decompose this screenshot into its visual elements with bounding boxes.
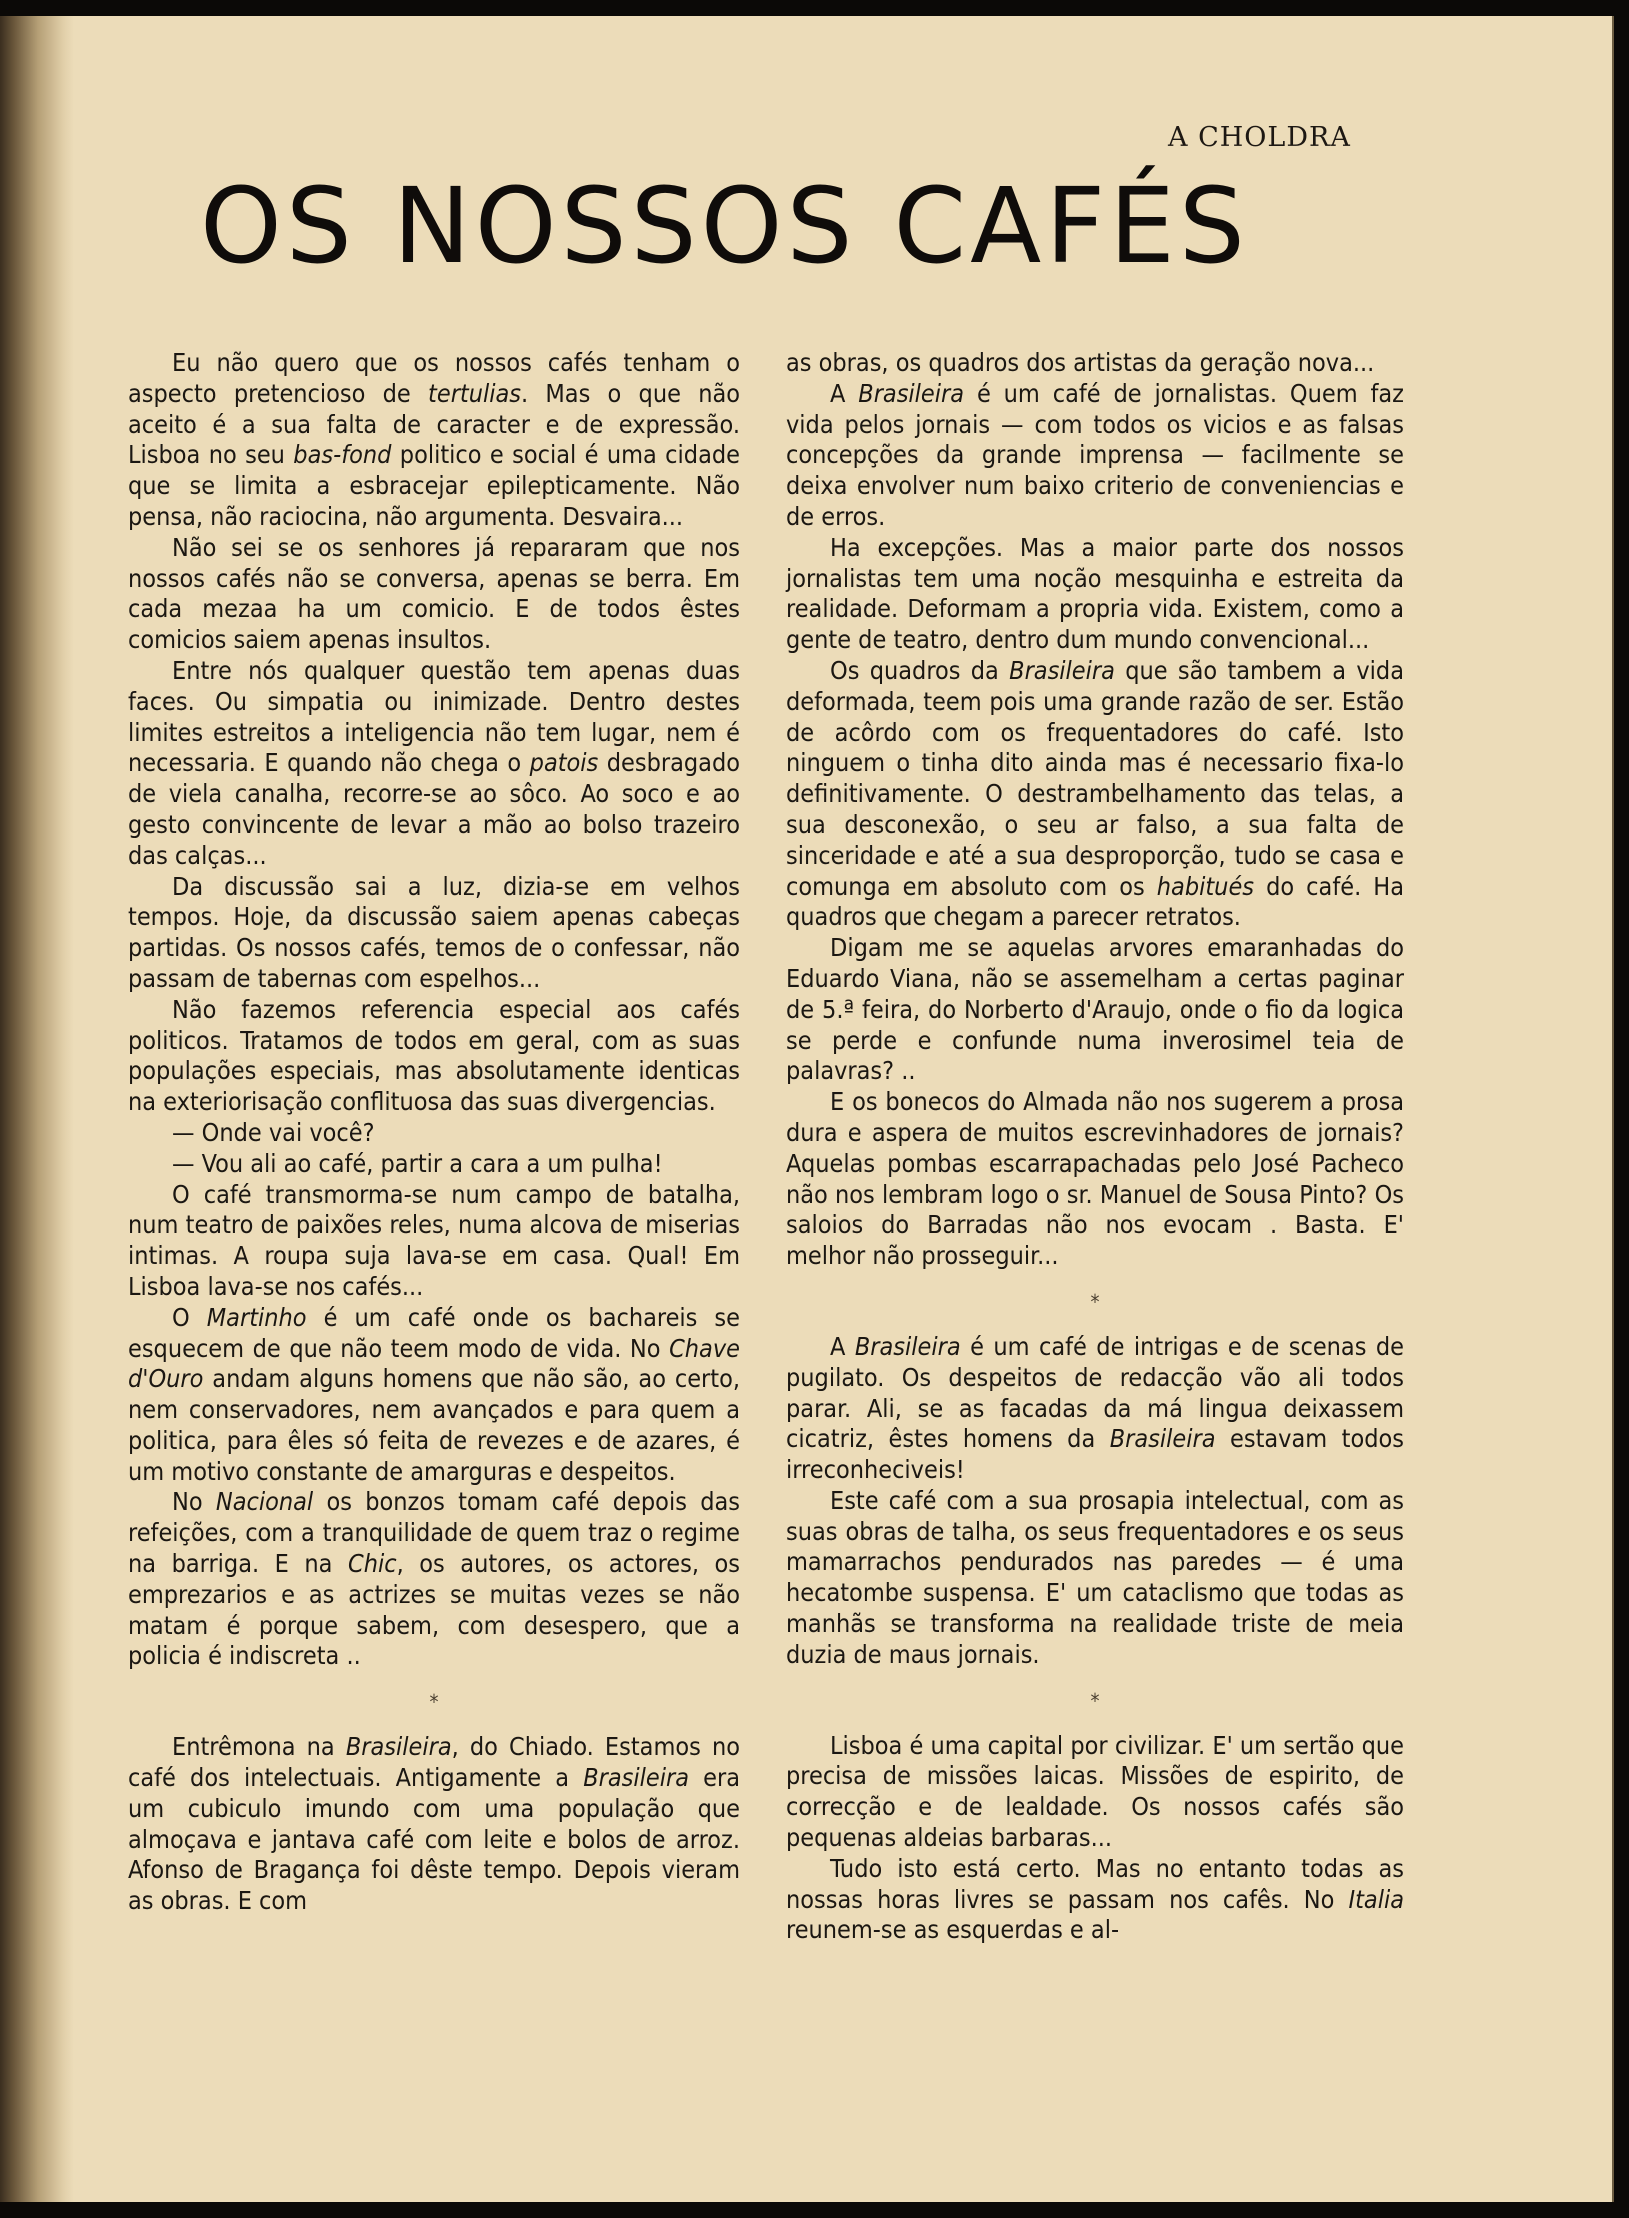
article-paragraph: Ha excepções. Mas a maior parte dos nossos jornalistas tem uma noção mesquinha e estreita da realidade. Deformam a propria vida. Existem, como a gente de teatro, dentro dum mundo convencional... [786,532,1404,655]
emphasis-text: Chave d'Ouro [128,1333,740,1394]
article-paragraph: Da discussão sai a luz, dizia-se em velhos tempos. Hoje, da discussão saiem apenas cabeças partidas. Os nossos cafés, temos de o confessar, não passam de tabernas com espelhos... [128,871,740,993]
article-paragraph: A Brasileira é um café de intrigas e de scenas de pugilato. Os despeitos de redacção vão ali todos parar. Ali, se as facadas da má lingua deixassem cicatriz, êstes homens da Brasileira estavam todos irreconheciveis! [786,1331,1404,1485]
article-paragraph: O Martinho é um café onde os bachareis se esquecem de que não teem modo de vida. No Chave d'Ouro andam alguns homens que não são, ao certo, nem conservadores, nem avançados e para quem a politica, para êles só feita de revezes e de azares, é um motivo constante de amarguras e despeitos. [128,1302,740,1486]
article-paragraph: — Vou ali ao café, partir a cara a um pulha! [172,1148,663,1178]
emphasis-text: bas-fond [293,440,392,470]
article-paragraph: Entrêmona na Brasileira, do Chiado. Estamos no café dos intelectuais. Antigamente a Brasileira era um cubiculo imundo com uma população que almoçava e jantava café com leite e bolos de arroz. Afonso de Bragança foi dêste tempo. Depois vieram as obras. E com [128,1732,740,1916]
section-separator: * [429,1690,439,1715]
emphasis-text: Nacional [215,1487,314,1517]
article-paragraph: — Onde vai você? [172,1117,375,1147]
right-column [786,348,1404,1946]
section-separator: * [1090,1688,1100,1713]
emphasis-text: habitués [1156,871,1255,901]
emphasis-text: Brasileira [345,1732,452,1762]
emphasis-text: Italia [1348,1884,1404,1914]
article-paragraph: No Nacional os bonzos tomam café depois das refeições, com a tranquilidade de quem traz o regime na barriga. E na Chic, os autores, os actores, os emprezarios e as actrizes se muitas vezes se não matam é porque sabem, com desespero, que a policia é indiscreta .. [128,1487,740,1671]
article-title: OS NOSSOS CAFÉS [200,165,1249,287]
article-paragraph: Tudo isto está certo. Mas no entanto todas as nossas horas livres se passam nos cafês. No Italia reunem-se as esquerdas e al- [786,1853,1404,1945]
article-paragraph: Lisboa é uma capital por civilizar. E' um sertão que precisa de missões laicas. Missões de espirito, de correcção e de lealdade. Os nossos cafés são pequenas aldeias barbaras... [786,1730,1404,1853]
emphasis-text: Brasileira [858,378,965,408]
article-paragraph: Não fazemos referencia especial aos cafés politicos. Tratamos de todos em geral, com as suas populações especiais, mas absolutamente identicas na exteriorisação conflituosa das suas divergencias. [128,994,740,1117]
article-paragraph: Entre nós qualquer questão tem apenas duas faces. Ou simpatia ou inimizade. Dentro destes limites estreitos a inteligencia não tem lugar, nem é necessaria. E quando não chega o patois desbragado de viela canalha, recorre-se ao sôco. Ao soco e ao gesto convincente de levar a mão ao bolso trazeiro das calças... [128,655,741,870]
magazine-page [0,16,1614,2202]
emphasis-text: Brasileira [583,1763,689,1793]
page-binding-shadow [0,16,74,2202]
emphasis-text: Brasileira [1109,1424,1216,1454]
section-label: A CHOLDRA [1168,122,1351,153]
emphasis-text: tertulias [428,378,521,408]
section-separator: * [1090,1289,1100,1314]
emphasis-text: patois [529,748,599,778]
article-paragraph: Não sei se os senhores já repararam que nos nossos cafés não se conversa, apenas se berra. Em cada mezaa ha um comicio. E de todos êstes comicios saiem apenas insultos. [128,532,740,655]
emphasis-text: Martinho [206,1302,307,1332]
left-column [128,348,740,1917]
article-paragraph: Este café com a sua prosapia intelectual, com as suas obras de talha, os seus frequentadores e os seus mamarrachos pendurados nas paredes — é uma hecatombe suspensa. E' um cataclismo que todas as manhãs se transforma na realidade triste de meia duzia de maus jornais. [786,1485,1404,1669]
article-paragraph: O café transmorma-se num campo de batalha, num teatro de paixões reles, numa alcova de miserias intimas. A roupa suja lava-se em casa. Qual! Em Lisboa lava-se nos cafés... [128,1179,740,1301]
article-paragraph: as obras, os quadros dos artistas da geração nova... [786,348,1375,377]
emphasis-text: Chic [348,1549,397,1579]
article-paragraph: Os quadros da Brasileira que são tambem a vida deformada, teem pois uma grande razão de ser. Estão de acôrdo com os frequentadores do café. Isto ninguem o tinha dito ainda mas é necessario fixa-lo definitivamente. O destrambelhamento das telas, a sua desconexão, o seu ar falso, a sua falta de sinceridade e até a sua desproporção, tudo se casa e comunga em absoluto com os habitués do café. Ha quadros que chegam a parecer retratos. [786,655,1404,932]
emphasis-text: Brasileira [854,1331,961,1361]
article-paragraph: A Brasileira é um café de jornalistas. Quem faz vida pelos jornais — com todos os vicios e as falsas concepções da grande imprensa — facilmente se deixa envolver num baixo criterio de conveniencias e de erros. [786,378,1404,531]
article-paragraph: E os bonecos do Almada não nos sugerem a prosa dura e aspera de muitos escrevinhadores de jornais? Aquelas pombas escarrapachadas pelo José Pacheco não nos lembram logo o sr. Manuel de Sousa Pinto? Os saloios do Barradas não nos evocam . Basta. E' melhor não prosseguir... [786,1087,1404,1271]
emphasis-text: Brasileira [1009,655,1115,685]
article-paragraph: Eu não quero que os nossos cafés tenham o aspecto pretencioso de tertulias. Mas o que não aceito é a sua falta de caracter e de expressão. Lisboa no seu bas-fond politico e social é uma cidade que se limita a esbracejar epilepticamente. Não pensa, não raciocina, não argumenta. Desvaira... [128,348,740,531]
article-paragraph: Digam me se aquelas arvores emaranhadas do Eduardo Viana, não se assemelham a certas paginar de 5.ª feira, do Norberto d'Araujo, onde o fio da logica se perde e confunde numa inverosimel teia de palavras? .. [786,933,1404,1086]
